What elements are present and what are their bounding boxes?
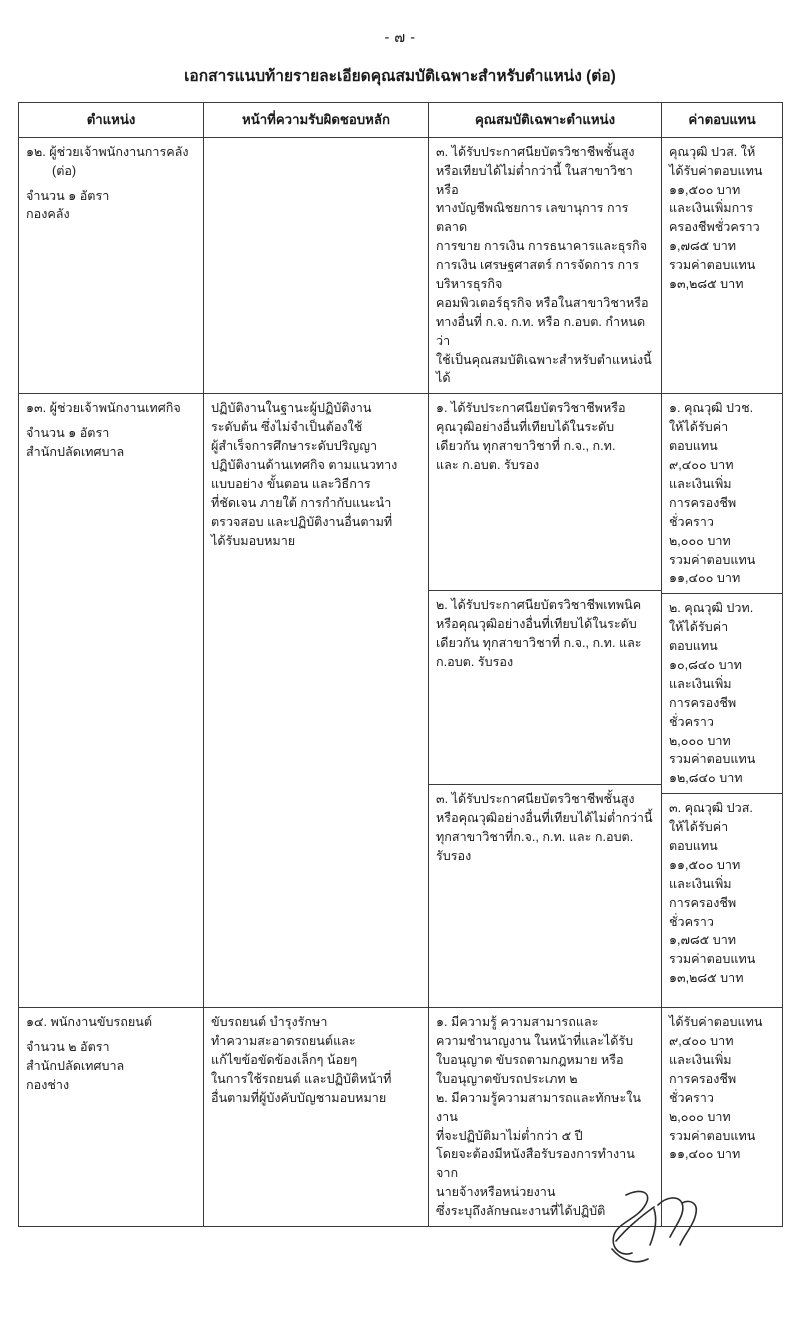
compensation-line: ๑. คุณวุฒิ ปวช. (669, 401, 754, 416)
compensation-line: ๙,๔๐๐ บาท (669, 458, 734, 473)
compensation-line: ชั่วคราว (669, 1090, 714, 1105)
document-page (0, 26, 800, 1325)
qualification-line: ๓. ได้รับประกาศนียบัตรวิชาชีพชั้นสูง (436, 792, 635, 807)
qualification-line: ใบอนุญาตขับรถประเภท ๒ (436, 1071, 578, 1086)
duty-line: แบบอย่าง ขั้นตอน และวิธีการ (211, 476, 371, 491)
compensation-block (662, 394, 782, 593)
table-header-row (19, 103, 783, 138)
compensation-line: ๒,๐๐๐ บาท (669, 1109, 731, 1124)
qualifications-cell (429, 394, 662, 1008)
position-division-2: กองช่าง (26, 1077, 70, 1092)
compensation-line: รวมค่าตอบแทน (669, 752, 756, 767)
duty-line: ขับรถยนต์ บำรุงรักษา (211, 1015, 328, 1030)
compensation-line: ๑๐,๘๔๐ บาท (669, 657, 742, 672)
qualification-line: ทางบัญชีพณิชยการ เลขานุการ การตลาด (436, 201, 629, 235)
duty-line: อื่นตามที่ผู้บังคับบัญชามอบหมาย (211, 1090, 387, 1105)
qualification-line: คุณวุฒิอย่างอื่นที่เทียบได้ในระดับ (436, 420, 615, 435)
compensation-line: ๑๑,๔๐๐ บาท (669, 1147, 741, 1162)
position-division: สำนักปลัดเทศบาล (26, 1058, 125, 1073)
position-division: กองคลัง (26, 207, 70, 222)
duties-cell (204, 1008, 429, 1227)
qualification-line: รับรอง (436, 849, 472, 864)
qualification-line: ๓. ได้รับประกาศนียบัตรวิชาชีพชั้นสูง (436, 144, 635, 159)
qualification-line: ๑. มีความรู้ ความสามารถและ (436, 1015, 599, 1030)
qualification-line: ที่จะปฏิบัติมาไม่ต่ำกว่า ๕ ปี (436, 1128, 583, 1143)
compensation-line: คุณวุฒิ ปวส. ให้ (669, 144, 756, 159)
compensation-line: ๓. คุณวุฒิ ปวส. (669, 801, 753, 816)
duties-cell (204, 394, 429, 1008)
qualifications-table (18, 102, 783, 1227)
compensation-line: ได้รับค่าตอบแทน (669, 1015, 763, 1030)
qualification-line: ๒. ได้รับประกาศนียบัตรวิชาชีพเทพนิค (436, 598, 642, 613)
page-number: - ๗ - (384, 30, 416, 46)
duties-cell (204, 137, 429, 394)
qualification-block (429, 394, 661, 590)
duty-line: ได้รับมอบหมาย (211, 533, 296, 548)
compensation-line: ๑,๗๘๕ บาท (669, 933, 737, 948)
compensation-line: และเงินเพิ่ม (669, 876, 732, 891)
table-row (19, 394, 783, 1008)
table-row (19, 137, 783, 394)
duty-line: แก้ไขข้อขัดข้องเล็กๆ น้อยๆ (211, 1052, 358, 1067)
qualification-line: การเงิน เศรษฐศาสตร์ การจัดการ การบริหารธุรกิจ (436, 258, 639, 292)
qualification-line: ใช้เป็นคุณสมบัติเฉพาะสำหรับตำแหน่งนี้ได้ (436, 352, 652, 386)
duty-line: ตรวจสอบ และปฏิบัติงานอื่นตามที่ (211, 514, 393, 529)
position-cell (19, 1008, 204, 1227)
compensation-line: และเงินเพิ่ม (669, 1052, 732, 1067)
compensation-line: รวมค่าตอบแทน (669, 1128, 756, 1143)
qualification-line: เดียวกัน ทุกสาขาวิชาที่ ก.จ., ก.ท. และ (436, 636, 642, 651)
compensation-line: การครองชีพ (669, 1071, 737, 1086)
qualification-block (429, 784, 661, 998)
qualification-line: ทุกสาขาวิชาที่ก.จ., ก.ท. และ ก.อบต. (436, 830, 634, 845)
compensation-line: รวมค่าตอบแทน (669, 258, 756, 273)
duty-line: ปฏิบัติงานด้านเทศกิจ ตามแนวทาง (211, 458, 398, 473)
qualification-line: หรือคุณวุฒิอย่างอื่นที่เทียบได้ไม่ต่ำกว่านี้ (436, 811, 653, 826)
duty-line: ที่ชัดเจน ภายใต้ การกำกับแนะนำ (211, 495, 392, 510)
compensation-line: รวมค่าตอบแทน (669, 952, 756, 967)
compensation-line: ให้ได้รับค่าตอบแทน (669, 620, 729, 654)
compensation-line: ได้รับค่าตอบแทน (669, 163, 763, 178)
qualifications-cell (429, 137, 662, 394)
compensation-cell (662, 137, 783, 394)
table-row (19, 1008, 783, 1227)
compensation-block (662, 793, 782, 1007)
position-count: จำนวน ๒ อัตรา (26, 1040, 110, 1055)
compensation-line: ๑๓,๒๘๕ บาท (669, 971, 744, 986)
duty-line: ปฏิบัติงานในฐานะผู้ปฏิบัติงาน (211, 401, 372, 416)
compensation-line: ๙,๔๐๐ บาท (669, 1034, 734, 1049)
qualification-line: ใบอนุญาต ขับรถตามกฎหมาย หรือ (436, 1052, 624, 1067)
compensation-block (662, 593, 782, 793)
compensation-line: ๒. คุณวุฒิ ปวท. (669, 601, 754, 616)
compensation-line: และเงินเพิ่ม (669, 676, 732, 691)
duty-line: ระดับต้น ซึ่งไม่จำเป็นต้องใช้ (211, 420, 363, 435)
compensation-line: ๑๒,๘๔๐ บาท (669, 771, 743, 786)
compensation-line: การครองชีพชั่วคราว (669, 695, 737, 729)
qualification-line: ซึ่งระบุถึงลักษณะงานที่ได้ปฏิบัติ (436, 1204, 606, 1219)
qualification-line: ทางอื่นที่ ก.จ. ก.ท. หรือ ก.อบต. กำหนดว่า (436, 314, 646, 348)
position-title: ๑๒. ผู้ช่วยเจ้าพนักงานการคลัง (26, 144, 189, 159)
compensation-line: ๒,๐๐๐ บาท (669, 733, 731, 748)
position-division: สำนักปลัดเทศบาล (26, 445, 125, 460)
position-count: จำนวน ๑ อัตรา (26, 188, 110, 203)
compensation-line: ๑๓,๒๘๕ บาท (669, 277, 744, 292)
compensation-cell (662, 1008, 783, 1227)
compensation-line: ๑,๗๘๕ บาท (669, 239, 737, 254)
duty-line: ทำความสะอาดรถยนต์และ (211, 1034, 356, 1049)
qualification-line: ก.อบต. รับรอง (436, 655, 514, 670)
position-cell (19, 137, 204, 394)
compensation-line: ๑๑,๕๐๐ บาท (669, 182, 741, 197)
duty-line: ในการใช้รถยนต์ และปฏิบัติหน้าที่ (211, 1071, 392, 1086)
compensation-line: รวมค่าตอบแทน (669, 552, 756, 567)
compensation-line: ๒,๐๐๐ บาท (669, 533, 731, 548)
page-title: เอกสารแนบท้ายรายละเอียดคุณสมบัติเฉพาะสำหรับตำแหน่ง (ต่อ) (184, 68, 616, 85)
qualification-line: ความชำนาญงาน ในหน้าที่และได้รับ (436, 1034, 634, 1049)
qualification-line: คอมพิวเตอร์ธุรกิจ หรือในสาขาวิชาหรือ (436, 295, 649, 310)
qualification-line: โดยจะต้องมีหนังสือรับรองการทำงานจาก (436, 1147, 635, 1181)
compensation-line: การครองชีพชั่วคราว (669, 895, 737, 929)
qualifications-cell (429, 1008, 662, 1227)
position-title: ๑๔. พนักงานขับรถยนต์ (26, 1015, 153, 1030)
qualification-line: หรือคุณวุฒิอย่างอื่นที่เทียบได้ในระดับ (436, 617, 637, 632)
compensation-line: ให้ได้รับค่าตอบแทน (669, 420, 729, 454)
compensation-line: ครองชีพชั่วคราว (669, 220, 760, 235)
position-count: จำนวน ๑ อัตรา (26, 426, 110, 441)
qualification-line: การขาย การเงิน การธนาคารและธุรกิจ (436, 239, 648, 254)
qualification-line: นายจ้างหรือหน่วยงาน (436, 1185, 556, 1200)
qualification-line: ๑. ได้รับประกาศนียบัตรวิชาชีพหรือ (436, 401, 626, 416)
qualification-line: และ ก.อบต. รับรอง (436, 458, 540, 473)
compensation-line: และเงินเพิ่มการ (669, 201, 754, 216)
compensation-line: ๑๑,๔๐๐ บาท (669, 571, 741, 586)
column-header-qualifications: คุณสมบัติเฉพาะตำแหน่ง (429, 103, 662, 138)
duty-line: ผู้สำเร็จการศึกษาระดับปริญญา (211, 439, 378, 454)
compensation-line: การครองชีพชั่วคราว (669, 495, 737, 529)
column-header-compensation: ค่าตอบแทน (662, 103, 783, 138)
compensation-line: ให้ได้รับค่าตอบแทน (669, 820, 729, 853)
qualification-line: หรือเทียบได้ไม่ต่ำกว่านี้ ในสาขาวิชาหรือ (436, 163, 633, 197)
compensation-cell (662, 394, 783, 1008)
compensation-line: ๑๑,๕๐๐ บาท (669, 857, 741, 872)
position-title: ๑๓. ผู้ช่วยเจ้าพนักงานเทศกิจ (26, 401, 181, 416)
position-subtitle: (ต่อ) (52, 163, 77, 178)
qualification-line: ๒. มีความรู้ความสามารถและทักษะในงาน (436, 1090, 641, 1124)
column-header-duties: หน้าที่ความรับผิดชอบหลัก (204, 103, 429, 138)
qualification-block (429, 590, 661, 784)
column-header-position: ตำแหน่ง (19, 103, 204, 138)
position-cell (19, 394, 204, 1008)
qualification-line: เดียวกัน ทุกสาขาวิชาที่ ก.จ., ก.ท. (436, 439, 616, 454)
compensation-line: และเงินเพิ่ม (669, 476, 732, 491)
